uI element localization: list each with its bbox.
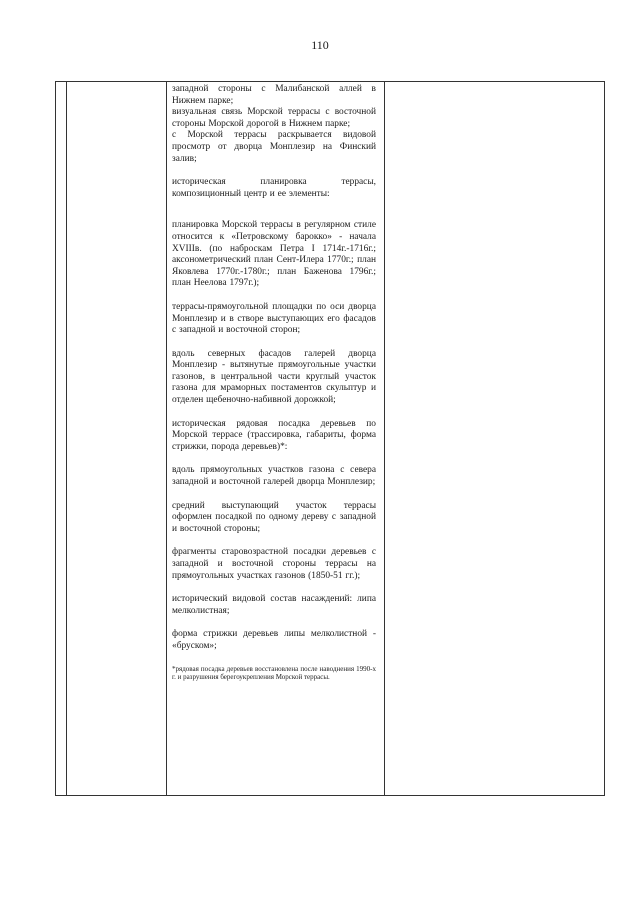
column-divider-3 bbox=[384, 82, 385, 795]
paragraph-2: визуальная связь Морской террасы с восточной стороны Морской дорогой в Нижнем парке; bbox=[172, 107, 376, 129]
paragraph-5: планировка Морской террасы в регулярном стиле относится к «Петровскому барокко» - начала XVIIIв. (по наброскам Петра I 1714г.-1716г.; аксонометрический план Сент-Илера 1770г.; план Яковлева 1770г.-1780г.; план Баженова 1796г.; план Неелова 1797г.); bbox=[172, 220, 376, 289]
page-number: 110 bbox=[311, 38, 329, 52]
column-divider-2 bbox=[166, 82, 167, 795]
table-cell-content bbox=[172, 84, 376, 682]
paragraph-7: вдоль северных фасадов галерей дворца Монплезир - вытянутые прямоугольные участки газонов, в центральной части круглый участок газона для мраморных постаментов скульптур и отделен щебеночно-набивной дорожкой; bbox=[172, 348, 376, 406]
paragraph-8: историческая рядовая посадка деревьев по Морской террасе (трассировка, габариты, форма стрижки, порода деревьев)*: bbox=[172, 418, 376, 452]
paragraph-4: историческая планировка террасы, композиционный центр и ее элементы: bbox=[172, 177, 376, 199]
paragraph-1: западной стороны с Малибанской аллей в Нижнем парке; bbox=[172, 84, 376, 106]
paragraph-13: форма стрижки деревьев липы мелколистной - «бруском»; bbox=[172, 629, 376, 651]
footnote: *рядовая посадка деревьев восстановлена после наводнения 1990-х г. и разрушения берегоукрепления Морской террасы. bbox=[172, 664, 376, 682]
paragraph-11: фрагменты старовозрастной посадки деревьев с западной и восточной стороны террасы на прямоугольных участках газонов (1850-51 гг.); bbox=[172, 547, 376, 581]
column-divider-1 bbox=[66, 82, 67, 795]
paragraph-9: вдоль прямоугольных участков газона с севера западной и восточной галерей дворца Монплезир; bbox=[172, 465, 376, 488]
paragraph-3: с Морской террасы раскрывается видовой просмотр от дворца Монплезир на Финский залив; bbox=[172, 130, 376, 164]
paragraph-10: средний выступающий участок террасы оформлен посадкой по одному дереву с западной и восточной стороны; bbox=[172, 500, 376, 534]
paragraph-6: террасы-прямоугольной площадки по оси дворца Монплезир и в створе выступающих его фасадов с западной и восточной сторон; bbox=[172, 301, 376, 336]
paragraph-12: исторический видовой состав насаждений: липа мелколистная; bbox=[172, 594, 376, 616]
